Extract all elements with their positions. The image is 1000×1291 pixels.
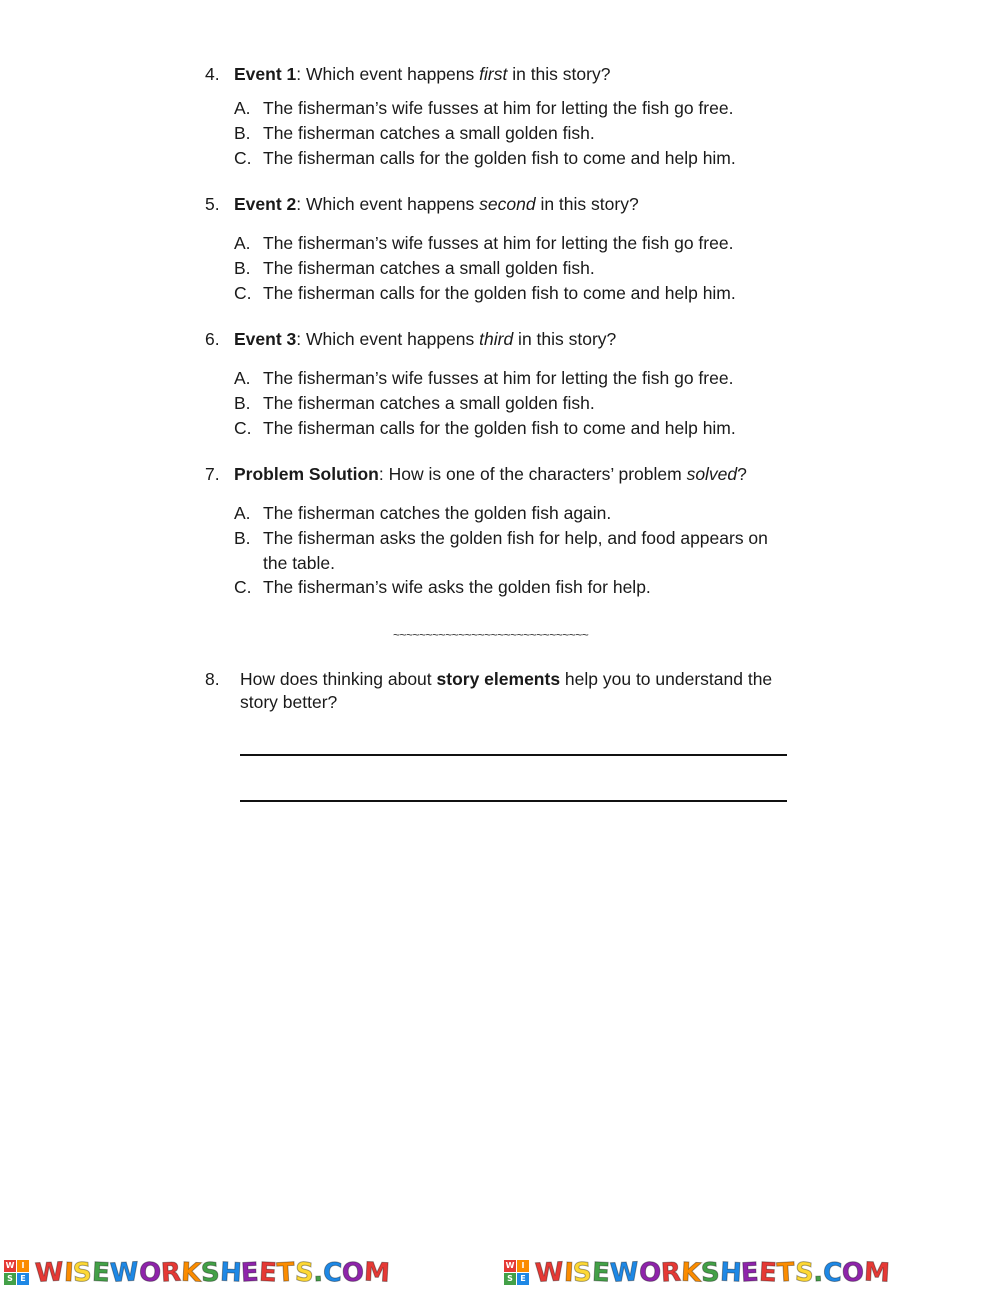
question-number: 7. xyxy=(205,464,220,484)
answer-options xyxy=(234,96,794,170)
logo-cell: I xyxy=(517,1260,529,1272)
answer-option-c[interactable] xyxy=(234,575,784,600)
brand-letter: I xyxy=(62,1257,75,1288)
logo-cell: S xyxy=(4,1273,16,1285)
question-label: Event 3 xyxy=(234,329,297,349)
answer-option-a[interactable] xyxy=(234,231,794,256)
brand-letter: O xyxy=(341,1256,366,1289)
prompt-text: : Which event happens xyxy=(296,64,480,84)
prompt-text: : Which event happens xyxy=(296,194,480,214)
brand-letter: S xyxy=(700,1257,721,1288)
prompt-emphasis: third xyxy=(479,329,514,349)
option-text: The fisherman calls for the golden fish to come and help him. xyxy=(263,282,736,303)
question-label: Problem Solution xyxy=(234,464,379,484)
option-letter: A. xyxy=(234,503,251,523)
brand-letter: O xyxy=(637,1256,662,1289)
brand-letter: I xyxy=(562,1257,575,1288)
logo-cell: E xyxy=(17,1273,29,1285)
prompt-emphasis: second xyxy=(479,194,536,214)
option-letter: A. xyxy=(234,233,251,253)
answer-option-c[interactable] xyxy=(234,416,794,441)
brand-letter: W xyxy=(34,1256,65,1289)
option-letter: C. xyxy=(234,147,252,168)
answer-options xyxy=(234,231,794,305)
option-text: The fisherman catches a small golden fish. xyxy=(263,392,595,413)
brand-text xyxy=(35,1258,390,1288)
logo-cell: I xyxy=(17,1260,29,1272)
brand-letter: R xyxy=(159,1256,182,1289)
brand-letter: . xyxy=(812,1257,825,1288)
option-letter: B. xyxy=(234,122,251,143)
option-letter: B. xyxy=(234,257,251,278)
option-text: The fisherman’s wife fusses at him for letting the fish go free. xyxy=(263,368,734,388)
question-number: 4. xyxy=(205,64,220,84)
option-letter: C. xyxy=(234,577,252,598)
answer-option-b[interactable] xyxy=(234,526,784,576)
brand-letter: H xyxy=(218,1256,243,1289)
prompt-text: in this story? xyxy=(513,329,617,349)
brand-letter: . xyxy=(312,1257,325,1288)
answer-option-a[interactable] xyxy=(234,501,784,526)
brand-letter: K xyxy=(679,1256,702,1289)
question-prompt xyxy=(205,63,805,85)
brand-letter: H xyxy=(718,1256,743,1289)
option-text: The fisherman catches a small golden fish. xyxy=(263,257,595,278)
answer-options xyxy=(234,501,784,600)
question-5 xyxy=(205,193,805,303)
logo-cell: S xyxy=(504,1273,516,1285)
question-prompt xyxy=(205,328,805,350)
prompt-text: : Which event happens xyxy=(296,329,480,349)
answer-option-b[interactable] xyxy=(234,121,794,146)
brand-letter: C xyxy=(822,1257,844,1288)
question-prompt xyxy=(205,193,805,215)
brand-letter: M xyxy=(863,1256,892,1289)
prompt-emphasis: first xyxy=(479,64,508,84)
option-text: The fisherman’s wife fusses at him for letting the fish go free. xyxy=(263,233,734,253)
option-text: The fisherman asks the golden fish for help, and food appears on the table. xyxy=(263,527,768,573)
brand-letter: O xyxy=(841,1256,866,1289)
brand-letter: M xyxy=(363,1256,392,1289)
answer-line-2[interactable] xyxy=(240,800,787,802)
answer-options xyxy=(234,366,794,440)
answer-option-c[interactable] xyxy=(234,146,794,171)
question-label: Event 1 xyxy=(234,64,297,84)
option-text: The fisherman catches the golden fish again. xyxy=(263,503,612,523)
question-7 xyxy=(205,463,805,598)
prompt-text: help you to understand the story better? xyxy=(240,669,773,712)
answer-option-c[interactable] xyxy=(234,281,794,306)
brand-letter: E xyxy=(258,1257,278,1288)
answer-option-b[interactable] xyxy=(234,256,794,281)
answer-option-a[interactable] xyxy=(234,366,794,391)
brand-letter: S xyxy=(793,1257,815,1288)
brand-letter: T xyxy=(276,1257,296,1288)
option-letter: A. xyxy=(234,98,251,118)
prompt-emphasis: solved xyxy=(686,464,738,484)
footer-branding xyxy=(0,1254,1000,1291)
brand-letter: S xyxy=(72,1257,93,1288)
option-text: The fisherman’s wife asks the golden fish for help. xyxy=(263,577,651,598)
logo-cell: E xyxy=(517,1273,529,1285)
question-number: 6. xyxy=(205,329,220,349)
brand-letter: K xyxy=(179,1256,202,1289)
option-letter: B. xyxy=(234,392,251,413)
option-letter: C. xyxy=(234,282,252,303)
brand-watermark xyxy=(0,1258,500,1288)
question-prompt xyxy=(240,668,790,714)
brand-letter: S xyxy=(200,1257,221,1288)
prompt-text: : How is one of the characters’ problem xyxy=(378,464,687,484)
answer-line-1[interactable] xyxy=(240,754,787,756)
brand-letter: E xyxy=(591,1257,611,1288)
brand-letter: E xyxy=(240,1257,260,1288)
brand-letter: E xyxy=(740,1257,760,1288)
logo-icon xyxy=(504,1260,529,1285)
prompt-text: ? xyxy=(737,464,747,484)
brand-letter: W xyxy=(534,1256,565,1289)
brand-letter: E xyxy=(758,1257,778,1288)
brand-letter: E xyxy=(91,1257,111,1288)
option-text: The fisherman calls for the golden fish to come and help him. xyxy=(263,417,736,438)
question-label: Event 2 xyxy=(234,194,297,214)
brand-letter: S xyxy=(572,1257,593,1288)
answer-option-a[interactable] xyxy=(234,96,794,121)
brand-text xyxy=(535,1258,890,1288)
brand-letter: O xyxy=(137,1256,162,1289)
brand-watermark xyxy=(500,1258,1000,1288)
option-letter: B. xyxy=(234,527,251,548)
brand-letter: R xyxy=(659,1256,682,1289)
answer-option-b[interactable] xyxy=(234,391,794,416)
section-divider: ~~~~~~~~~~~~~~~~~~~~~~~~~~~~~~ xyxy=(393,628,589,642)
brand-letter: W xyxy=(609,1256,640,1289)
logo-icon xyxy=(4,1260,29,1285)
question-prompt xyxy=(205,463,805,485)
option-letter: A. xyxy=(234,368,251,388)
question-number: 5. xyxy=(205,194,220,214)
prompt-bold: story elements xyxy=(436,669,561,689)
question-8 xyxy=(205,668,805,714)
prompt-text: How does thinking about xyxy=(240,669,437,689)
option-text: The fisherman’s wife fusses at him for letting the fish go free. xyxy=(263,98,734,118)
question-6 xyxy=(205,328,805,438)
option-text: The fisherman calls for the golden fish to come and help him. xyxy=(263,147,736,168)
brand-letter: C xyxy=(322,1257,344,1288)
logo-cell: W xyxy=(505,1261,515,1270)
option-letter: C. xyxy=(234,417,252,438)
question-4 xyxy=(205,63,805,168)
brand-letter: S xyxy=(293,1257,315,1288)
brand-letter: T xyxy=(776,1257,796,1288)
logo-cell: W xyxy=(5,1261,15,1270)
option-text: The fisherman catches a small golden fish. xyxy=(263,122,595,143)
prompt-text: in this story? xyxy=(507,64,611,84)
question-number: 8. xyxy=(205,669,220,689)
prompt-text: in this story? xyxy=(535,194,639,214)
brand-letter: W xyxy=(109,1256,140,1289)
